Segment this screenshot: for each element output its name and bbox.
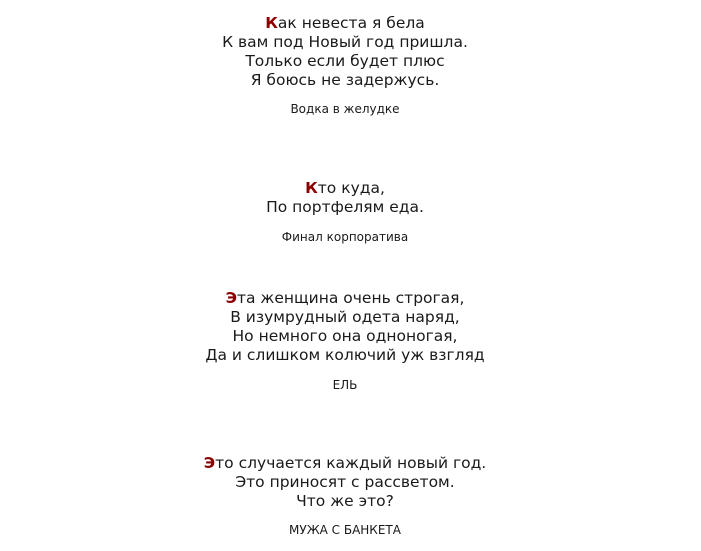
riddle-answer: ЕЛЬ [332, 378, 358, 392]
poem-line: Я боюсь не задержусь. [250, 71, 440, 89]
riddle-poem [0, 289, 690, 365]
poem-line [0, 179, 690, 198]
riddle-answer: МУЖА С БАНКЕТА [289, 523, 401, 537]
first-line-text: то куда, [317, 179, 385, 197]
poem-line: Только если будет плюс [245, 52, 445, 70]
riddle-answer: Водка в желудке [290, 102, 400, 116]
riddle-block [0, 179, 690, 245]
poem-line: К вам под Новый год пришла. [222, 33, 468, 51]
riddle-block [0, 14, 690, 117]
initial-letter: К [265, 14, 278, 32]
riddle-answer: Финал корпоратива [281, 230, 409, 244]
riddle-block [0, 454, 690, 538]
first-line-text: то случается каждый новый год. [215, 454, 487, 472]
poem-line [0, 14, 690, 33]
poem-line: Что же это? [296, 492, 394, 510]
riddle-poem [0, 179, 690, 217]
first-line-text: ак невеста я бела [277, 14, 425, 32]
poem-line: Но немного она одноногая, [232, 327, 458, 345]
riddle-block [0, 289, 690, 393]
first-line-text: та женщина очень строгая, [236, 289, 465, 307]
initial-letter: Э [225, 289, 237, 307]
riddle-poem [0, 14, 690, 90]
poem-line: В изумрудный одета наряд, [230, 308, 460, 326]
poem-line: Это приносят с рассветом. [235, 473, 455, 491]
riddle-poem [0, 454, 690, 511]
poem-line: По портфелям еда. [266, 198, 424, 216]
poem-line [0, 454, 690, 473]
initial-letter: Э [203, 454, 216, 472]
poem-line: Да и слишком колючий уж взгляд [205, 346, 485, 364]
initial-letter: К [305, 179, 318, 197]
poem-line [0, 289, 690, 308]
